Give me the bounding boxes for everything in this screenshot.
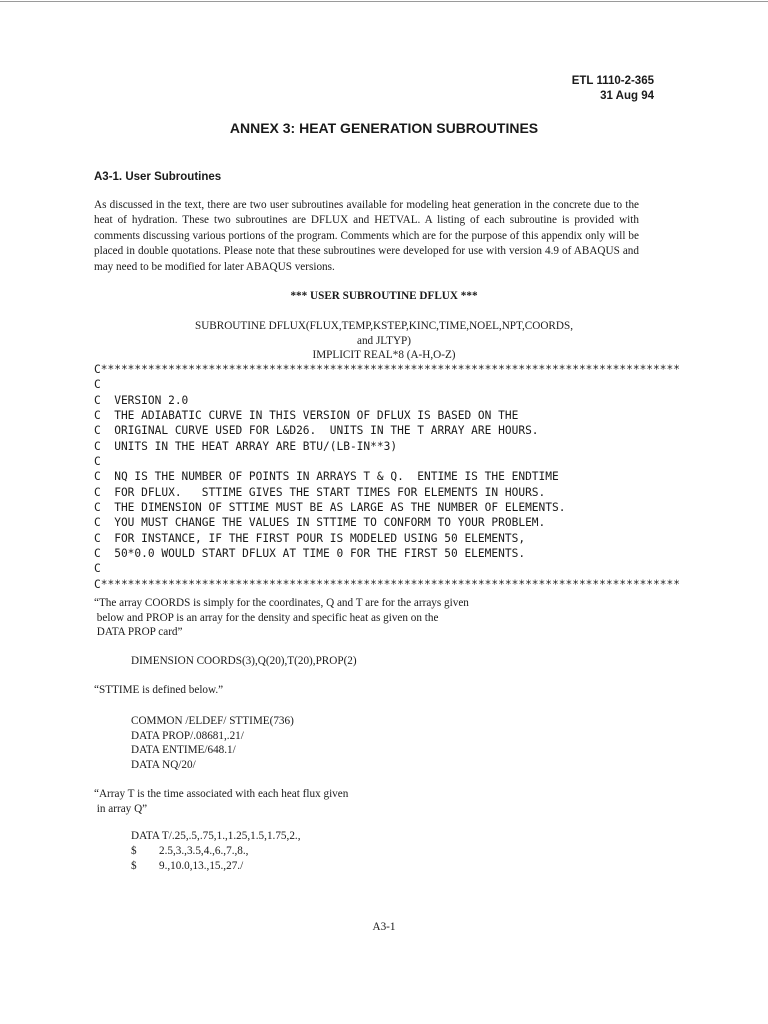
scan-edge-line — [0, 1, 768, 2]
quote-coords: “The array COORDS is simply for the coordinates, Q and T are for the arrays given below and PROP is an array for the density and specific heat as given on the DATA PROP card” — [94, 597, 469, 638]
document-header — [572, 74, 654, 104]
signature-line: IMPLICIT REAL*8 (A-H,O-Z) — [312, 349, 456, 362]
intro-paragraph: As discussed in the text, there are two user subroutines available for modeling heat generation in the concrete due to the heat of hydration. These two subroutines are DFLUX and HETVAL. A listing of each subroutine is provided with comments discussing various portions of the program. Comments which are for the purpose of this appendix only will be placed in double quotations. Please note that these subroutines were developed for use with version 4.9 of ABAQUS and may need to be modified for later ABAQUS versions. — [94, 199, 639, 273]
signature-line: SUBROUTINE DFLUX(FLUX,TEMP,KSTEP,KINC,TIME,NOEL,NPT,COORDS, — [194, 320, 573, 332]
comment-line: C NQ IS THE NUMBER OF POINTS IN ARRAYS T & Q. ENTIME IS THE ENDTIME — [94, 470, 559, 484]
comment-line: C 50*0.0 WOULD START DFLUX AT TIME 0 FOR THE FIRST 50 ELEMENTS. — [94, 547, 526, 561]
comment-line: C FOR DFLUX. STTIME GIVES THE START TIMES FOR ELEMENTS IN HOURS. — [94, 485, 546, 499]
comment-line: C************************************************************************************** — [94, 363, 680, 376]
quote-sttime: “STTIME is defined below.” — [94, 684, 224, 696]
comment-block — [94, 362, 680, 592]
comment-line: C THE DIMENSION OF STTIME MUST BE AS LARGE AS THE NUMBER OF ELEMENTS. — [94, 501, 566, 515]
comment-line: C THE ADIABATIC CURVE IN THIS VERSION OF DFLUX IS BASED ON THE — [94, 409, 519, 423]
code-common-block: COMMON /ELDEF/ STTIME(736) DATA PROP/.08681,.21/ DATA ENTIME/648.1/ DATA NQ/20/ — [131, 715, 294, 771]
section-heading: A3-1. User Subroutines — [94, 171, 222, 183]
code-dimension: DIMENSION COORDS(3),Q(20),T(20),PROP(2) — [131, 655, 357, 667]
comment-line: C — [94, 562, 101, 576]
comment-line: C UNITS IN THE HEAT ARRAY ARE BTU/(LB-IN**3) — [94, 439, 398, 453]
document-date: 31 Aug 94 — [600, 90, 654, 102]
page-number: A3-1 — [372, 921, 396, 933]
signature-line: and JLTYP) — [357, 334, 411, 347]
comment-line: C FOR INSTANCE, IF THE FIRST POUR IS MODELED USING 50 ELEMENTS, — [94, 531, 526, 545]
comment-line: C VERSION 2.0 — [94, 393, 189, 407]
subroutine-heading: *** USER SUBROUTINE DFLUX *** — [290, 290, 478, 302]
comment-line: C YOU MUST CHANGE THE VALUES IN STTIME TO CONFORM TO YOUR PROBLEM. — [94, 516, 546, 530]
comment-line: C************************************************************************************** — [94, 577, 680, 591]
code-data-t: DATA T/.25,.5,.75,1.,1.25,1.5,1.75,2., $ 2.5,3.,3.5,4.,6.,7.,8., $ 9.,10.0,13.,15.,27./ — [131, 830, 301, 872]
comment-line: C ORIGINAL CURVE USED FOR L&D26. UNITS IN THE T ARRAY ARE HOURS. — [94, 424, 539, 438]
subroutine-signature — [0, 319, 768, 363]
comment-line: C — [94, 455, 101, 469]
quote-array-t: “Array T is the time associated with each heat flux given in array Q” — [94, 788, 349, 815]
annex-title: ANNEX 3: HEAT GENERATION SUBROUTINES — [229, 120, 539, 136]
comment-line: C — [94, 378, 101, 392]
document-id: ETL 1110-2-365 — [571, 75, 654, 87]
